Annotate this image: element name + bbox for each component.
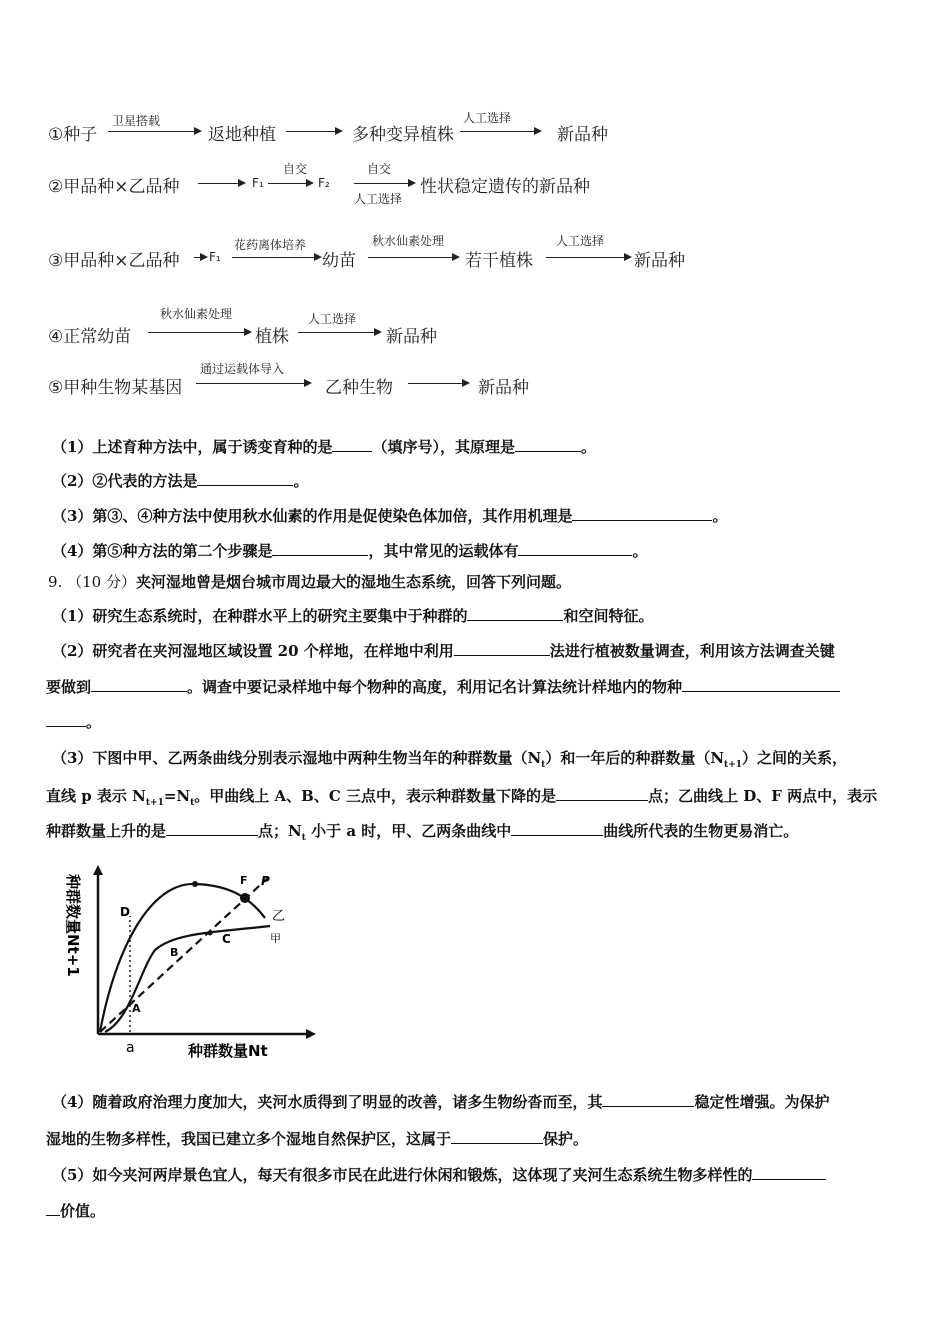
arrow	[368, 257, 458, 258]
flow5-arrow1-label: 通过运载体导入	[200, 362, 285, 376]
flow3-start: ③甲品种×乙品种	[48, 251, 180, 271]
point-mark	[240, 893, 250, 903]
y-axis-label: 种群数量Nt+1	[64, 874, 82, 977]
answer-blank[interactable]	[451, 1128, 543, 1144]
flow2-arrow3-top-label: 自交	[367, 162, 392, 176]
label-F: F	[240, 874, 248, 887]
q8-p2: （2）②代表的方法是 。	[52, 472, 309, 490]
q9-p3-line1: （3）下图中甲、乙两条曲线分别表示湿地中两种生物当年的种群数量$(N_t)$和一年后的种群数量$(N_{t+1})$之间的关系，	[52, 749, 848, 770]
answer-blank[interactable]	[467, 605, 563, 621]
flow3-mid2: 若干植株	[465, 251, 533, 271]
arrow	[354, 183, 414, 184]
answer-blank[interactable]	[518, 540, 632, 556]
q9-p2-line1: （2）研究者在夹河湿地区域设置 20 个样地，在样地中利用 法进行植被数量调查，利用该方法调查关键	[52, 642, 835, 660]
label-p: P	[261, 874, 270, 888]
flow5-mid1: 乙种生物	[325, 378, 393, 398]
population-chart	[60, 860, 330, 1060]
flow4-arrow1-label: 秋水仙素处理	[160, 307, 233, 321]
arrow	[194, 257, 206, 258]
q9-p5-line2: 价值。	[46, 1200, 105, 1221]
q9-p3-line3: 种群数量上升的是 点；$N_t$ 小于 a 时，甲、乙两条曲线中 曲线所代表的生物更易消亡。	[46, 822, 799, 843]
flow4-arrow2-label: 人工选择	[308, 312, 357, 326]
arrow	[268, 183, 312, 184]
q9-stem: 夹河湿地曾是烟台城市周边最大的湿地生态系统，回答下列问题。	[135, 573, 571, 591]
answer-blank[interactable]	[572, 505, 712, 521]
label-A: A	[132, 1002, 141, 1015]
flow4-mid1: 植株	[255, 327, 289, 347]
flow2-f2: F₂	[318, 176, 330, 190]
answer-blank[interactable]	[602, 1091, 694, 1107]
flow2-arrow3-bottom-label: 人工选择	[354, 192, 403, 206]
flow2-start: ②甲品种×乙品种	[48, 177, 180, 197]
q9-p4-line1: （4）随着政府治理力度加大，夹河水质得到了明显的改善，诸多生物纷沓而至，其 稳定性增强。为保护	[52, 1093, 830, 1111]
label-C: C	[222, 932, 231, 946]
q9-score: （10 分）	[67, 573, 136, 591]
point-mark	[192, 881, 198, 887]
q9-number: 9.	[48, 573, 63, 591]
q9-p1: （1）研究生态系统时，在种群水平上的研究主要集中于种群的 和空间特征。	[52, 607, 654, 625]
answer-blank[interactable]	[332, 436, 372, 452]
arrow	[198, 183, 244, 184]
flow1-start: ①种子	[48, 125, 98, 145]
answer-blank[interactable]	[46, 1200, 60, 1216]
q9-p5-line1: （5）如今夹河两岸景色宜人，每天有很多市民在此进行休闲和锻炼，这体现了夹河生态系统生物多样性的	[52, 1164, 826, 1185]
q9-p3-line2: 直线 p 表示 $N_{t+1}=N_t$。甲曲线上 A、B、C 三点中，表示种群数量下降的是 点；乙曲线上 D、F 两点中，表示	[46, 787, 878, 808]
q8-p3: （3）第③、④种方法中使用秋水仙素的作用是促使染色体加倍，其作用机理是 。	[52, 507, 728, 525]
answer-blank[interactable]	[272, 540, 368, 556]
label-B: B	[170, 946, 179, 959]
x-tick-a: a	[126, 1040, 135, 1056]
flow1-mid1: 返地种植	[208, 125, 276, 145]
answer-blank[interactable]	[511, 820, 603, 836]
arrow	[286, 131, 341, 132]
flow1-end: 新品种	[557, 125, 608, 145]
answer-blank[interactable]	[197, 470, 293, 486]
answer-blank[interactable]	[752, 1164, 826, 1180]
flow3-end: 新品种	[634, 251, 685, 271]
arrow	[546, 257, 630, 258]
answer-blank[interactable]	[515, 436, 581, 452]
answer-blank[interactable]	[46, 711, 86, 727]
answer-blank[interactable]	[556, 785, 648, 801]
flow2-end: 性状稳定遗传的新品种	[420, 177, 590, 197]
flow5-start: ⑤甲种生物某基因	[48, 378, 183, 398]
arrow	[408, 383, 468, 384]
flow1-arrow3-label: 人工选择	[463, 111, 512, 125]
arrow	[108, 131, 200, 132]
flow3-arrow4-label: 人工选择	[556, 234, 605, 248]
label-D: D	[120, 905, 130, 919]
q9-header	[48, 572, 571, 592]
flow5-end: 新品种	[478, 378, 529, 398]
label-yi: 乙	[272, 909, 286, 924]
q9-p2-line3: 。	[46, 711, 101, 732]
arrow	[298, 332, 380, 333]
answer-blank[interactable]	[454, 640, 550, 656]
point-mark	[208, 931, 213, 936]
arrow	[460, 131, 540, 132]
flow2-arrow2-label: 自交	[283, 162, 308, 176]
flow4-end: 新品种	[386, 327, 437, 347]
answer-blank[interactable]	[682, 676, 840, 692]
flow3-arrow2-label: 花药离体培养	[234, 238, 307, 252]
flow4-start: ④正常幼苗	[48, 327, 132, 347]
flow3-arrow3-label: 秋水仙素处理	[372, 234, 445, 248]
q9-p2-line2: 要做到 。调查中要记录样地中每个物种的高度，利用记名计算法统计样地内的物种	[46, 676, 840, 697]
flow1-mid2: 多种变异植株	[352, 125, 454, 145]
answer-blank[interactable]	[91, 676, 187, 692]
flow1-arrow1-label: 卫星搭载	[112, 114, 161, 128]
answer-blank[interactable]	[166, 820, 258, 836]
arrow	[148, 332, 250, 333]
x-axis-label: 种群数量Nt	[188, 1042, 268, 1060]
flow3-mid1: 幼苗	[322, 251, 356, 271]
x-axis-arrow	[306, 1029, 316, 1039]
flow3-f1: F₁	[209, 250, 221, 264]
q8-p1: （1）上述育种方法中，属于诱变育种的是 （填序号），其原理是 。	[52, 438, 596, 456]
q9-p4-line2: 湿地的生物多样性，我国已建立多个湿地自然保护区，这属于 保护。	[46, 1130, 589, 1148]
q8-p4: （4）第⑤种方法的第二个步骤是 ，其中常见的运载体有 。	[52, 542, 648, 560]
y-axis-arrow	[93, 865, 103, 875]
label-jia: 甲	[270, 932, 281, 945]
flow2-f1: F₁	[252, 176, 264, 190]
arrow	[232, 257, 320, 258]
arrow	[196, 383, 310, 384]
